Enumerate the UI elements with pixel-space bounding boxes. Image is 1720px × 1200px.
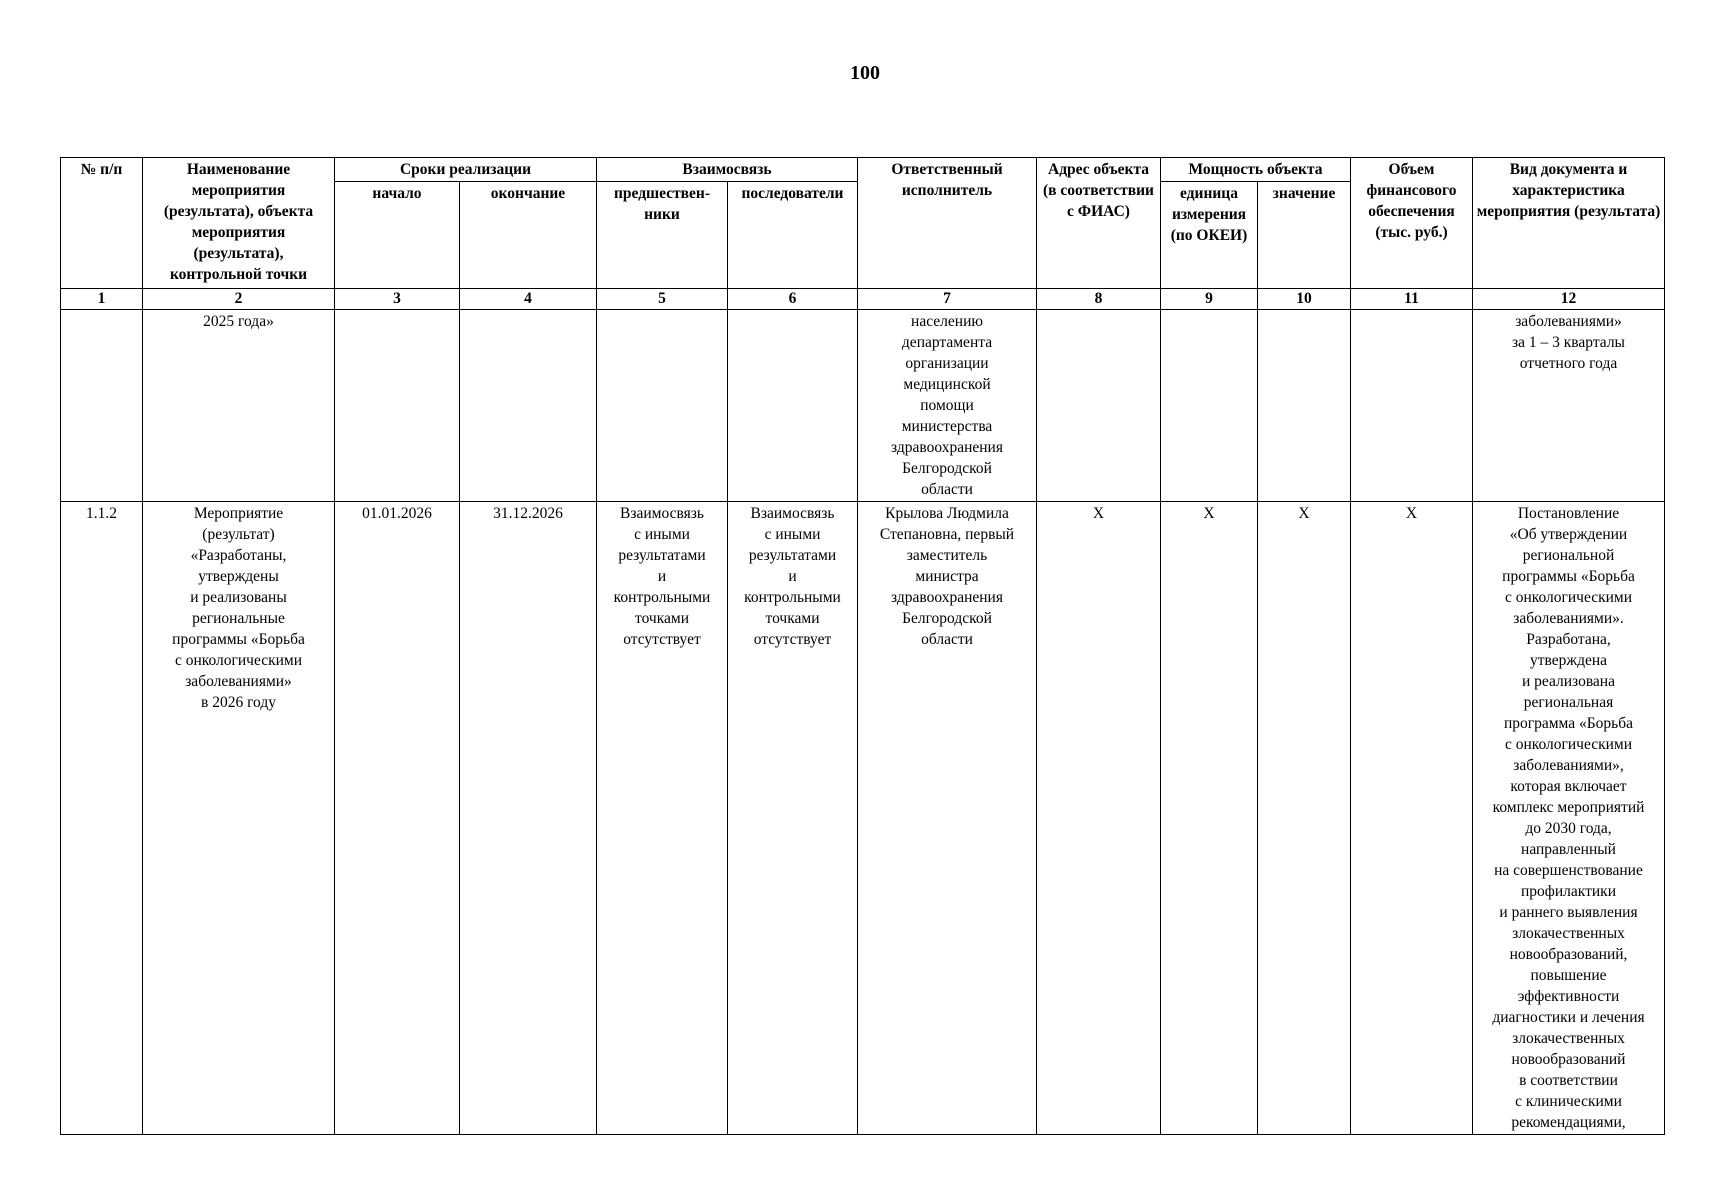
cell-text-line: за 1 – 3 кварталы <box>1512 334 1625 351</box>
cell-text-line: утверждена <box>1529 652 1608 669</box>
cell-text-line: которая включает <box>1510 778 1627 795</box>
header-finance: Объем финансового обеспечения (тыс. руб.) <box>1351 158 1473 289</box>
cell-text-line: помощи <box>920 397 974 414</box>
cell-text-line: точками <box>635 610 689 627</box>
cell-text-line: региональной <box>1522 547 1615 564</box>
page-number: 100 <box>850 62 880 84</box>
column-number: 9 <box>1161 289 1258 310</box>
cell-text-line: с онкологическими <box>174 652 303 669</box>
column-number: 8 <box>1037 289 1161 310</box>
header-capacity: Мощность объекта <box>1161 158 1351 182</box>
cell-text-line: «Разработаны, <box>190 547 287 564</box>
cell-text-line: 2025 года» <box>203 313 274 330</box>
column-number: 10 <box>1258 289 1351 310</box>
cell-text-line: отсутствует <box>623 631 701 648</box>
cell-text-line: с онкологическими <box>1504 736 1633 753</box>
cell-text-line: с клиническими <box>1515 1093 1622 1110</box>
successors-cell <box>728 310 858 502</box>
cell-text-line: и реализована <box>1522 673 1615 690</box>
cell-text-line: Мероприятие <box>193 505 284 522</box>
event-name-cell <box>143 310 335 502</box>
cell-text-line: Постановление <box>1517 505 1620 522</box>
cell-text-line: утверждены <box>198 568 279 585</box>
column-number: 5 <box>597 289 728 310</box>
cell-text-line: Белгородской <box>902 610 992 627</box>
table-row <box>61 502 1665 1135</box>
cell-text-line: области <box>921 631 973 648</box>
cell-text-line: Белгородской <box>902 460 992 477</box>
cell-text-line: заболеваниями», <box>1513 757 1624 774</box>
cell-text-line: заболеваниями» <box>1515 313 1622 330</box>
cell-text-line: злокачественных <box>1512 925 1625 942</box>
address-cell <box>1037 310 1161 502</box>
cell-text-line: министра <box>915 568 979 585</box>
cell-text-line: профилактики <box>1521 883 1616 900</box>
event-plan-table <box>60 157 1665 1135</box>
cell-text-line: новообразований <box>1511 1051 1626 1068</box>
end-date-cell <box>460 310 597 502</box>
cell-text-line: и <box>788 568 797 585</box>
unit-cell: X <box>1161 502 1258 1135</box>
value-cell <box>1258 310 1351 502</box>
header-start: начало <box>335 182 460 289</box>
header-value: значение <box>1258 182 1351 289</box>
column-number: 12 <box>1473 289 1665 310</box>
header-number: № п/п <box>61 158 143 289</box>
row-number <box>61 310 143 502</box>
cell-text-line: (результат) <box>202 526 275 543</box>
cell-text-line: диагностики и лечения <box>1492 1009 1645 1026</box>
cell-text-line: организации <box>905 355 989 372</box>
finance-cell <box>1351 310 1473 502</box>
header-implementation-dates: Сроки реализации <box>335 158 597 182</box>
cell-text-line: точками <box>765 610 820 627</box>
cell-text-line: Разработана, <box>1526 631 1611 648</box>
cell-text-line: заместитель <box>906 547 988 564</box>
column-number: 1 <box>61 289 143 310</box>
cell-text-line: результатами <box>748 547 837 564</box>
cell-text-line: региональные <box>192 610 285 627</box>
responsible-cell <box>858 310 1037 502</box>
header-successors: последователи <box>728 182 858 289</box>
cell-text-line: программа «Борьба <box>1503 715 1634 732</box>
end-date-cell: 31.12.2026 <box>460 502 597 1135</box>
document-cell <box>1473 502 1665 1135</box>
cell-text-line: эффективности <box>1517 988 1620 1005</box>
cell-text-line: с иными <box>764 526 821 543</box>
start-date-cell <box>335 310 460 502</box>
successors-cell <box>728 502 858 1135</box>
column-number: 11 <box>1351 289 1473 310</box>
finance-cell: X <box>1351 502 1473 1135</box>
cell-text-line: до 2030 года, <box>1525 820 1612 837</box>
cell-text-line: программы «Борьба <box>1502 568 1635 585</box>
column-number: 3 <box>335 289 460 310</box>
document-cell <box>1473 310 1665 502</box>
header-responsible: Ответственный исполнитель <box>858 158 1037 289</box>
column-number: 6 <box>728 289 858 310</box>
cell-text-line: и раннего выявления <box>1499 904 1638 921</box>
cell-text-line: здравоохранения <box>891 589 1003 606</box>
cell-text-line: результатами <box>618 547 706 564</box>
header-event-name: Наименование мероприятия (результата), объекта мероприятия (результата), контрольной точки <box>143 158 335 289</box>
value-cell: X <box>1258 502 1351 1135</box>
cell-text-line: населению <box>911 313 983 330</box>
column-number: 4 <box>460 289 597 310</box>
cell-text-line: «Об утверждении <box>1509 526 1628 543</box>
cell-text-line: и реализованы <box>190 589 287 606</box>
cell-text-line: с иными <box>634 526 690 543</box>
cell-text-line: комплекс мероприятий <box>1492 799 1645 816</box>
header-end: окончание <box>460 182 597 289</box>
cell-text-line: Крылова Людмила <box>885 505 1009 522</box>
cell-text-line: департамента <box>901 334 993 351</box>
header-document: Вид документа и характеристика мероприятия (результата) <box>1473 158 1665 289</box>
header-unit: единица измерения (по ОКЕИ) <box>1161 182 1258 289</box>
cell-text-line: злокачественных <box>1512 1030 1625 1047</box>
header-interrelation: Взаимосвязь <box>597 158 858 182</box>
responsible-cell <box>858 502 1037 1135</box>
column-number: 2 <box>143 289 335 310</box>
header-address: Адрес объекта (в соответствии с ФИАС) <box>1037 158 1161 289</box>
cell-text-line: рекомендациями, <box>1511 1114 1626 1131</box>
cell-text-line: и <box>657 568 667 585</box>
cell-text-line: контрольными <box>744 589 841 606</box>
cell-text-line: направленный <box>1521 841 1616 858</box>
event-name-cell <box>143 502 335 1135</box>
cell-text-line: Степановна, первый <box>879 526 1015 543</box>
cell-text-line: заболеваниями». <box>1513 610 1624 627</box>
cell-text-line: отсутствует <box>753 631 832 648</box>
column-number: 7 <box>858 289 1037 310</box>
cell-text-line: области <box>921 481 973 498</box>
cell-text-line: региональная <box>1523 694 1614 711</box>
row-number: 1.1.2 <box>61 502 143 1135</box>
unit-cell <box>1161 310 1258 502</box>
predecessors-cell <box>597 502 728 1135</box>
cell-text-line: медицинской <box>903 376 991 393</box>
cell-text-line: заболеваниями» <box>185 673 292 690</box>
cell-text-line: в соответствии <box>1519 1072 1618 1089</box>
cell-text-line: в 2026 году <box>201 694 276 711</box>
header-predecessors: предшествен-ники <box>597 182 728 289</box>
cell-text-line: Взаимосвязь <box>750 505 835 522</box>
cell-text-line: новообразований, <box>1509 946 1628 963</box>
cell-text-line: отчетного года <box>1519 355 1618 372</box>
address-cell: X <box>1037 502 1161 1135</box>
table-row <box>61 310 1665 502</box>
cell-text-line: программы «Борьба <box>172 631 305 648</box>
predecessors-cell <box>597 310 728 502</box>
cell-text-line: повышение <box>1530 967 1607 984</box>
cell-text-line: министерства <box>901 418 993 435</box>
start-date-cell: 01.01.2026 <box>335 502 460 1135</box>
cell-text-line: здравоохранения <box>891 439 1003 456</box>
cell-text-line: на совершенствование <box>1494 862 1643 879</box>
cell-text-line: с онкологическими <box>1504 589 1633 606</box>
cell-text-line: контрольными <box>613 589 711 606</box>
cell-text-line: Взаимосвязь <box>620 505 704 522</box>
